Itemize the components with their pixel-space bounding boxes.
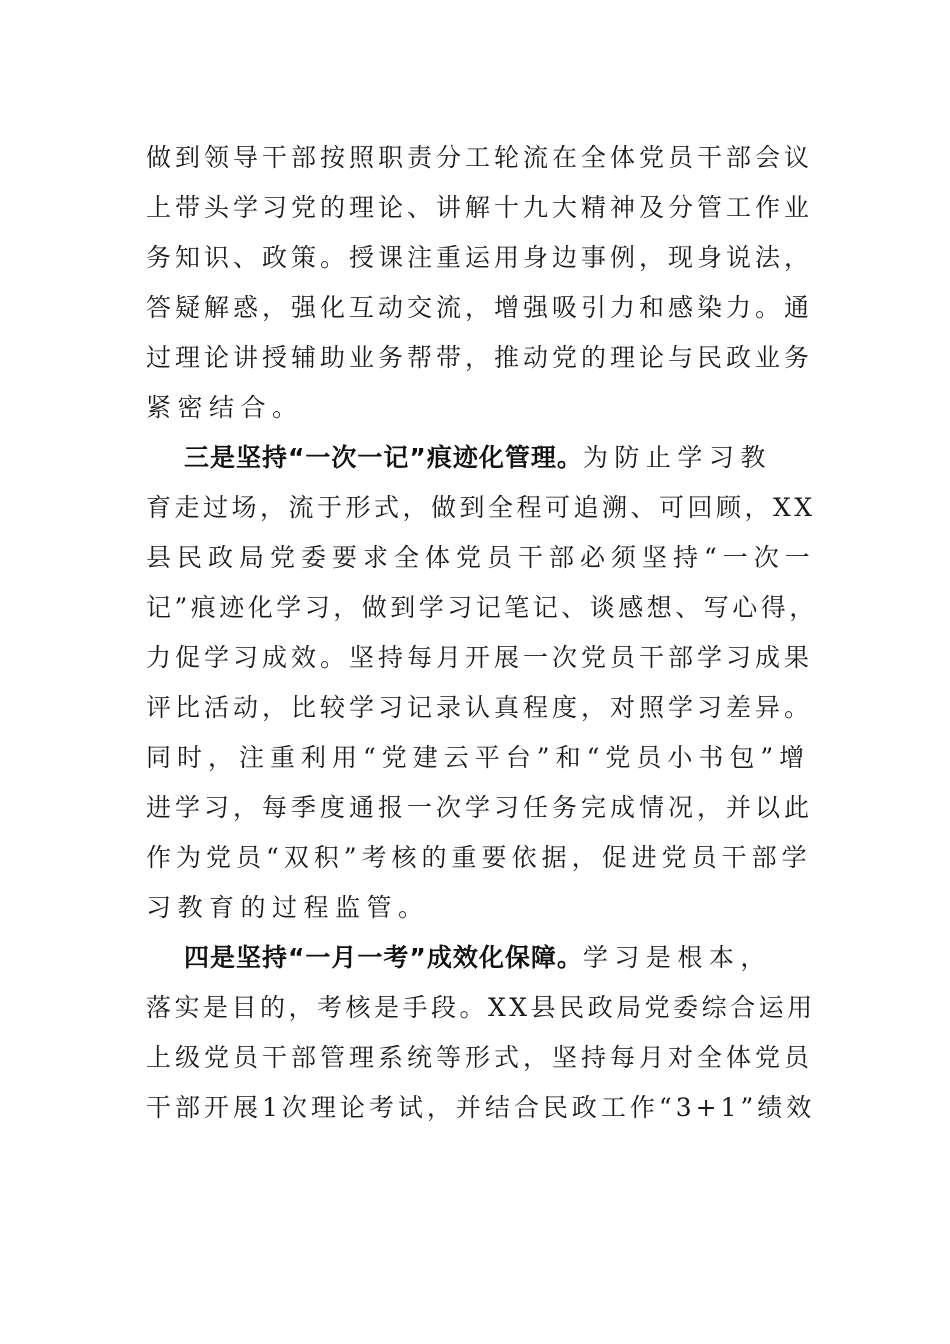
paragraph-line: 作为党员“双积”考核的重要依据，促进党员干部学 (146, 843, 812, 872)
paragraph-line: 进学习，每季度通报一次学习任务完成情况，并以此 (146, 793, 814, 822)
paragraph-line: 过理论讲授辅助业务帮带，推动党的理论与民政业务 (146, 343, 814, 372)
paragraph-line: 上级党员干部管理系统等形式，坚持每月对全体党员 (146, 1043, 814, 1072)
paragraph-line: 答疑解惑，强化互动交流，增强吸引力和感染力。通 (146, 293, 814, 322)
paragraph-3 (146, 933, 820, 1133)
paragraph-line: 务知识、政策。授课注重运用身边事例，现身说法， (146, 243, 814, 272)
document-body (146, 133, 820, 1133)
paragraph-2 (146, 433, 820, 933)
paragraph-first-line (146, 933, 820, 983)
paragraph-first-line (146, 433, 820, 483)
paragraph-line: 紧密结合。 (146, 393, 304, 422)
paragraph-line: 落实是目的，考核是手段。XX县民政局党委综合运用 (146, 993, 816, 1022)
paragraph-text: 学习是根本， (582, 943, 772, 972)
section-heading: 四是坚持“一月一考”成效化保障。 (184, 943, 583, 972)
paragraph-line: 记”痕迹化学习，做到学习记笔记、谈感想、写心得， (146, 593, 818, 622)
paragraph-text: 为防止学习教 (582, 443, 772, 472)
paragraph-line: 评比活动，比较学习记录认真程度，对照学习差异。 (146, 693, 814, 722)
paragraph-line: 同时，注重利用“党建云平台”和“党员小书包”增 (146, 743, 811, 772)
section-heading: 三是坚持“一次一记”痕迹化管理。 (184, 443, 583, 472)
paragraph-line: 上带头学习党的理论、讲解十九大精神及分管工作业 (146, 193, 814, 222)
paragraph-line: 干部开展1次理论考试，并结合民政工作“3+1”绩效 (146, 1093, 816, 1122)
paragraph-line: 力促学习成效。坚持每月开展一次党员干部学习成果 (146, 643, 814, 672)
paragraph-1 (146, 133, 820, 433)
paragraph-line: 县民政局党委要求全体党员干部必须坚持“一次一 (146, 543, 816, 572)
paragraph-line: 做到领导干部按照职责分工轮流在全体党员干部会议 (146, 143, 814, 172)
paragraph-line: 习教育的过程监管。 (146, 893, 430, 922)
paragraph-line: 育走过场，流于形式，做到全程可追溯、可回顾，XX (146, 493, 816, 522)
